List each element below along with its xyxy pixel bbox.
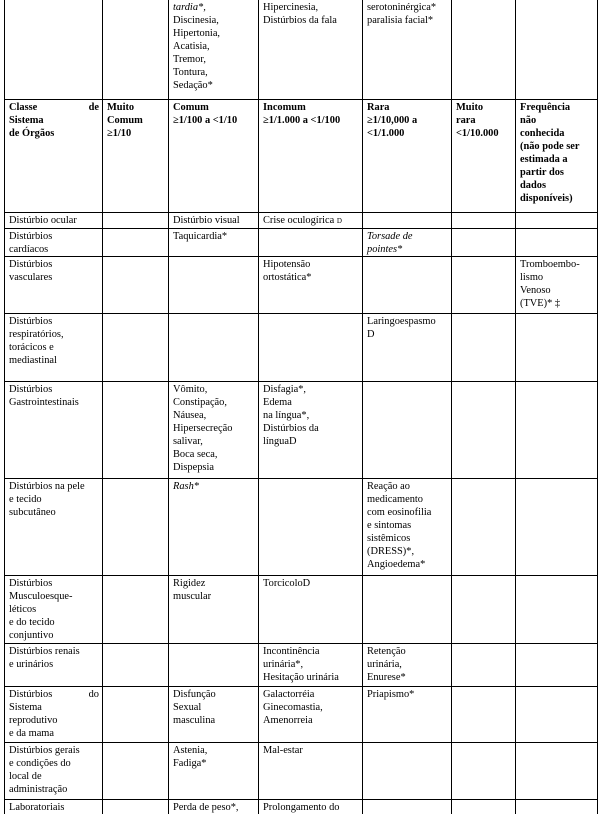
table-header-row [5, 99, 598, 212]
header-rare: Rara ≥1/10,000 a <1/1.000 [363, 99, 452, 212]
adverse-reactions-table [4, 0, 598, 814]
cell-uncommon: Hipercinesia, Distúrbios da fala [259, 0, 363, 99]
table-row: Distúrbios Gastrointestinais Vômito, Constipação, Náusea, Hipersecreção salivar, Boca seca, Dispepsia Disfagia*, Edema na língua*, Distúrbios da línguaD [5, 381, 598, 478]
table-row-continuation [5, 0, 598, 99]
header-common: Comum ≥1/100 a <1/10 [169, 99, 259, 212]
header-unknown: Frequência não conhecida (não pode ser estimada a partir dos dados disponíveis) [516, 99, 598, 212]
table-row: Distúrbios vasculares Hipotensão ortostática* Tromboembo- lismo Venoso (TVE)* ‡ [5, 256, 598, 313]
cell-very-common [103, 0, 169, 99]
table-row: Distúrbios gerais e condições do local de administração Astenia, Fadiga* Mal-estar [5, 742, 598, 799]
cell-very-rare [452, 0, 516, 99]
cell-unknown [516, 0, 598, 99]
table-row: Distúrbios respiratórios, torácicos e mediastinal Laringoespasmo D [5, 313, 598, 381]
table-row: Distúrbios Musculoesque- léticos e do tecido conjuntivo Rigidez muscular TorcicoloD [5, 575, 598, 643]
header-very-common: Muito Comum ≥1/10 [103, 99, 169, 212]
cell-rare: serotoninérgica* paralisia facial* [363, 0, 452, 99]
table-row: Distúrbios cardíacos Taquicardia* Torsade de pointes* [5, 228, 598, 256]
table-row: Distúrbio ocular Distúrbio visual Crise oculogírica D [5, 212, 598, 228]
header-soc-line: Classe de [9, 101, 99, 113]
header-soc: Classe de Sistema de Órgãos [5, 99, 103, 212]
cell-common: tardia*, Discinesia, Hipertonia, Acatisia, Tremor, Tontura, Sedação* [169, 0, 259, 99]
table-row: Distúrbios na pele e tecido subcutâneo Rash* Reação ao medicamento com eosinofilia e sintomas sistêmicos (DRESS)*, Angioedema* [5, 478, 598, 575]
header-uncommon: Incomum ≥1/1.000 a <1/100 [259, 99, 363, 212]
header-very-rare: Muito rara <1/10.000 [452, 99, 516, 212]
table-row: Laboratoriais Perda de peso*, Prolongamento do [5, 799, 598, 814]
table-row: Distúrbios do Sistema reprodutivo e da mama Disfunção Sexual masculina Galactorréia Ginecomastia, Amenorreia Priapismo* [5, 686, 598, 742]
cell-soc [5, 0, 103, 99]
table-row: Distúrbios renais e urinários Incontinência urinária*, Hesitação urinária Retenção urinária, Enurese* [5, 643, 598, 686]
